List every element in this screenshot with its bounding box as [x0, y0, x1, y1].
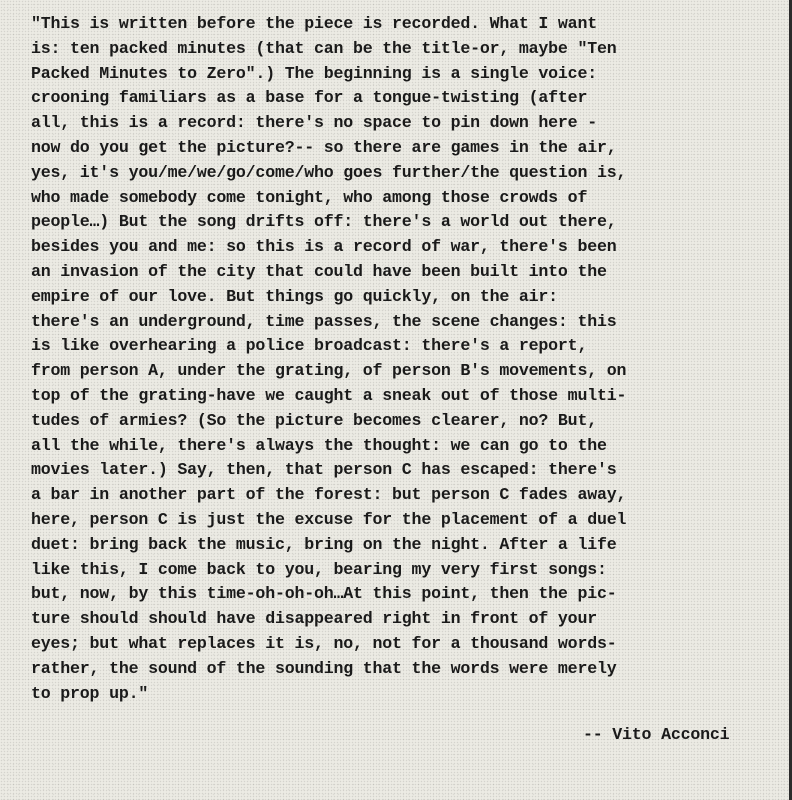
quote-line: eyes; but what replaces it is, no, not for a thousand words- — [31, 633, 617, 653]
quote-line: besides you and me: so this is a record of war, there's been — [31, 237, 617, 257]
quote-line: all, this is a record: there's no space to pin down here - — [31, 113, 597, 133]
quote-line: ture should should have disappeared right in front of your — [31, 609, 597, 629]
attribution: -- Vito Acconci — [583, 725, 730, 744]
quote-line: from person A, under the grating, of person B's movements, on — [31, 361, 627, 381]
quote-line: like this, I come back to you, bearing my very first songs: — [31, 559, 607, 579]
quote-line: yes, it's you/me/we/go/come/who goes further/the question is, — [31, 162, 627, 182]
quote-line: crooning familiars as a base for a tongue-twisting (after — [31, 88, 588, 108]
quote-line: an invasion of the city that could have been built into the — [31, 261, 607, 281]
quote-line: but, now, by this time-oh-oh-oh…At this point, then the pic- — [31, 584, 617, 604]
quote-line: here, person C is just the excuse for the placement of a duel — [31, 509, 627, 529]
quote-line: duet: bring back the music, bring on the night. After a life — [31, 534, 617, 554]
quote-line: is: ten packed minutes (that can be the title-or, maybe "Ten — [31, 38, 617, 58]
quote-line: Packed Minutes to Zero".) The beginning is a single voice: — [31, 63, 597, 83]
quote-line: a bar in another part of the forest: but person C fades away, — [31, 485, 627, 505]
quote-line: now do you get the picture?-- so there are games in the air, — [31, 137, 617, 157]
quote-line: top of the grating-have we caught a sneak out of those multi- — [31, 385, 627, 405]
quote-line: movies later.) Say, then, that person C has escaped: there's — [31, 460, 617, 480]
quote-line: tudes of armies? (So the picture becomes clearer, no? But, — [31, 410, 597, 430]
quote-text — [31, 12, 772, 706]
quote-line: to prop up." — [31, 683, 149, 703]
quote-line: is like overhearing a police broadcast: there's a report, — [31, 336, 588, 356]
quote-line: rather, the sound of the sounding that the words were merely — [31, 658, 617, 678]
quote-line: all the while, there's always the thought: we can go to the — [31, 435, 607, 455]
quote-line: people…) But the song drifts off: there's a world out there, — [31, 212, 617, 232]
quote-line: "This is written before the piece is recorded. What I want — [31, 14, 597, 33]
quote-line: there's an underground, time passes, the scene changes: this — [31, 311, 617, 331]
quote-line: who made somebody come tonight, who among those crowds of — [31, 187, 588, 207]
quote-line: empire of our love. But things go quickly, on the air: — [31, 286, 558, 306]
